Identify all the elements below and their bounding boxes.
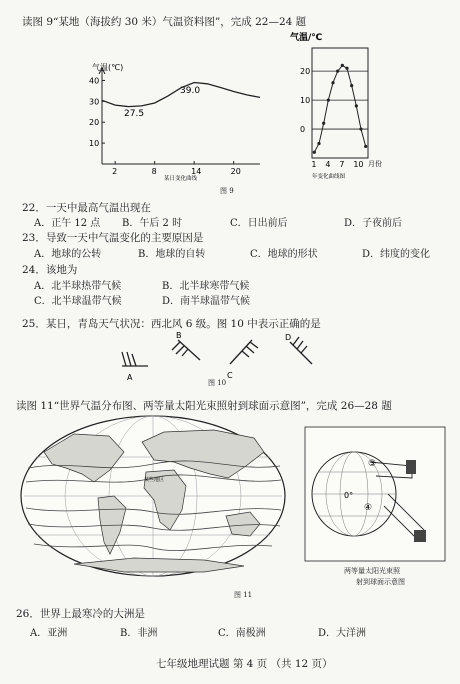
q23-stem: 23．导致一天中气温变化的主要原因是 [22,232,204,244]
annual-chart-axes [312,48,368,158]
q23-option-b[interactable]: B．地球的自转 [138,249,206,260]
wind-label-a: A [127,373,133,382]
daily-xtick-label: 14 [191,167,202,176]
annual-xtick-label: 4 [325,160,331,169]
annual-point [350,84,353,87]
wind-symbol-a[interactable] [122,352,148,366]
q24-option-a[interactable]: A．北半球热带气候 [34,281,122,292]
daily-xtick-label: 2 [112,167,118,176]
wind-symbol-c[interactable] [230,340,258,364]
annual-point [341,64,344,67]
fig9-caption: 图 9 [220,187,234,195]
q22-option-a[interactable]: A．正午 12 点 [34,218,101,229]
q22-stem: 22．一天中最高气温出现在 [22,202,151,214]
annual-point [322,122,325,125]
daily-chart-ticks [89,76,241,176]
annual-point [317,142,320,145]
q22-option-d[interactable]: D．子夜前后 [344,218,403,229]
daily-chart-xlabel: 某日变化曲线 [164,176,198,182]
q23-option-c[interactable]: C．地球的形状 [250,249,318,260]
annual-frame [312,48,368,158]
daily-ytick-label: 20 [89,118,100,128]
intro-fig11: 读图 11“世界气温分布图、两等量太阳光束照射到球面示意图”，完成 26—28 题 [16,400,392,412]
q22-option-c[interactable]: C．日出前后 [230,218,288,229]
map-label: 某些地区 [144,477,165,483]
annual-xtick-label: 1 [311,160,317,169]
annual-xtick-label: 10 [353,160,364,169]
globe-equator-label: 0° [344,491,354,500]
q26-option-d[interactable]: D．大洋洲 [318,628,367,639]
q26-option-b[interactable]: B．非洲 [120,628,158,639]
annual-xtick-label: 7 [339,160,345,169]
wind-label-b: B [176,331,182,340]
annual-temperature-chart [288,28,398,188]
annual-point [313,151,316,154]
wind-label-d: D [285,333,292,342]
wind-label-c: C [227,371,233,380]
beam-square-upper [406,460,416,474]
intro-fig9: 读图 9“某地（海拔约 30 米）气温资料图”，完成 22—24 题 [22,16,307,28]
q22-option-b[interactable]: B．午后 2 时 [122,218,183,229]
annual-chart-ylabel: 气温/℃ [290,33,323,43]
annual-chart-xlabel: 年变化曲线图 [312,174,346,180]
daily-xtick-label: 20 [230,167,241,176]
annual-point [331,81,334,84]
q26-option-c[interactable]: C．南极洲 [218,628,266,639]
q25-stem: 25．某日，青岛天气状况：西北风 6 级。图 10 中表示正确的是 [22,318,321,330]
annual-point [327,99,330,102]
annual-chart-line [313,64,368,154]
annual-ytick-label: 10 [300,96,311,106]
annual-series-line [314,65,365,152]
globe-label-3: ③ [368,459,377,469]
q26-stem: 26．世界上最寒冷的大洲是 [16,608,145,620]
daily-chart-max-label: 39.0 [180,86,201,96]
globe-sunbeam-diagram [304,426,446,562]
wind-symbol-d[interactable] [290,337,312,364]
q24-stem: 24．该地为 [22,264,78,276]
page-footer: 七年级地理试题 第 4 页 （共 12 页） [156,658,333,670]
annual-ytick-label: 20 [300,67,311,77]
fig11-caption: 图 11 [234,591,253,599]
annual-ytick-label: 0 [300,125,306,135]
world-temperature-map [14,412,292,580]
annual-chart-xunit: 月份 [368,160,382,168]
daily-ytick-label: 10 [89,139,100,149]
daily-temperature-chart [78,56,268,186]
globe-label-4: ④ [364,503,373,513]
globe-caption-2: 射到球面示意图 [356,578,405,586]
daily-chart-min-label: 27.5 [124,109,145,119]
daily-ytick-label: 40 [89,76,100,86]
q24-option-c[interactable]: C．北半球温带气候 [34,296,122,307]
q24-option-b[interactable]: B．北半球寒带气候 [162,281,250,292]
q24-option-d[interactable]: D．南半球温带气候 [162,296,251,307]
wind-symbol-b[interactable] [172,340,200,360]
annual-point [359,127,362,130]
daily-ytick-label: 30 [89,97,100,107]
q26-option-a[interactable]: A．亚洲 [30,628,68,639]
beam-square-lower [414,530,426,542]
fig10-caption: 图 10 [208,379,227,387]
globe-caption-1: 两等量太阳光束照 [344,567,400,575]
annual-point [336,70,339,73]
q23-option-a[interactable]: A．地球的公转 [34,249,102,260]
annual-point [364,145,367,148]
annual-point [345,67,348,70]
daily-xtick-label: 8 [151,167,157,176]
annual-point [355,104,358,107]
q23-option-d[interactable]: D．纬度的变化 [362,249,431,260]
daily-chart-ylabel: 气温(℃) [92,63,124,72]
